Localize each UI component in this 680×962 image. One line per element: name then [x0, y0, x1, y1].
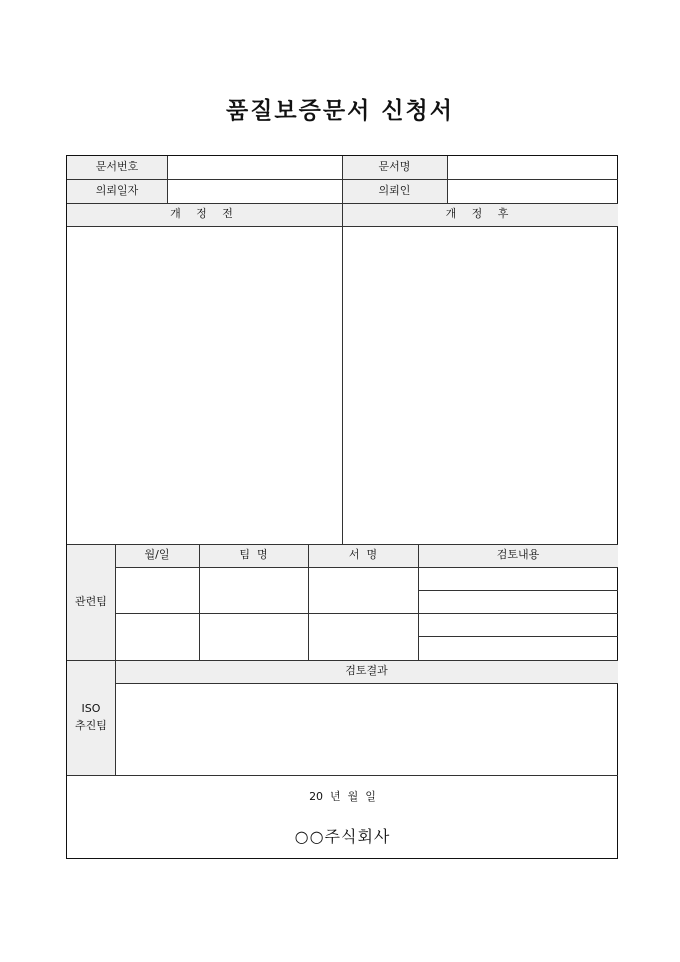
iso-label-line1: ISO [81, 702, 101, 715]
request-date-label: 의뢰일자 [95, 184, 139, 198]
before-revision-label: 개 정 전 [170, 207, 239, 221]
row-line [67, 775, 618, 776]
requester-label: 의뢰인 [378, 184, 411, 198]
iso-team-label [67, 660, 115, 775]
column-team-name-header: 팀 명 [239, 548, 268, 562]
row-line [418, 590, 618, 591]
column-date-header: 월/일 [144, 548, 170, 562]
row-line [418, 636, 618, 637]
review-result-area[interactable] [116, 684, 618, 775]
date-line: 20 년 월 일 [309, 789, 376, 803]
after-revision-area[interactable] [343, 227, 618, 544]
row-line [115, 567, 618, 568]
requester-field[interactable] [448, 180, 618, 203]
review-result-label: 검토결과 [345, 664, 388, 678]
after-revision-label: 개 정 후 [445, 207, 515, 221]
related-team-label: 관련팀 [75, 594, 107, 608]
company-name: ○○주식회사 [294, 827, 391, 846]
form-title: 품질보증문서 신청서 [226, 98, 454, 124]
doc-number-label: 문서번호 [95, 160, 139, 174]
row-line [115, 613, 618, 614]
iso-label-line2: 추진팀 [75, 718, 107, 732]
request-date-field[interactable] [168, 180, 342, 203]
column-review-content-header: 검토내용 [496, 548, 540, 562]
column-signature-header: 서 명 [348, 548, 378, 562]
before-revision-area[interactable] [67, 227, 342, 544]
doc-name-field[interactable] [448, 156, 618, 179]
application-form [66, 155, 618, 859]
doc-name-label: 문서명 [378, 160, 411, 174]
doc-number-field[interactable] [168, 156, 342, 179]
